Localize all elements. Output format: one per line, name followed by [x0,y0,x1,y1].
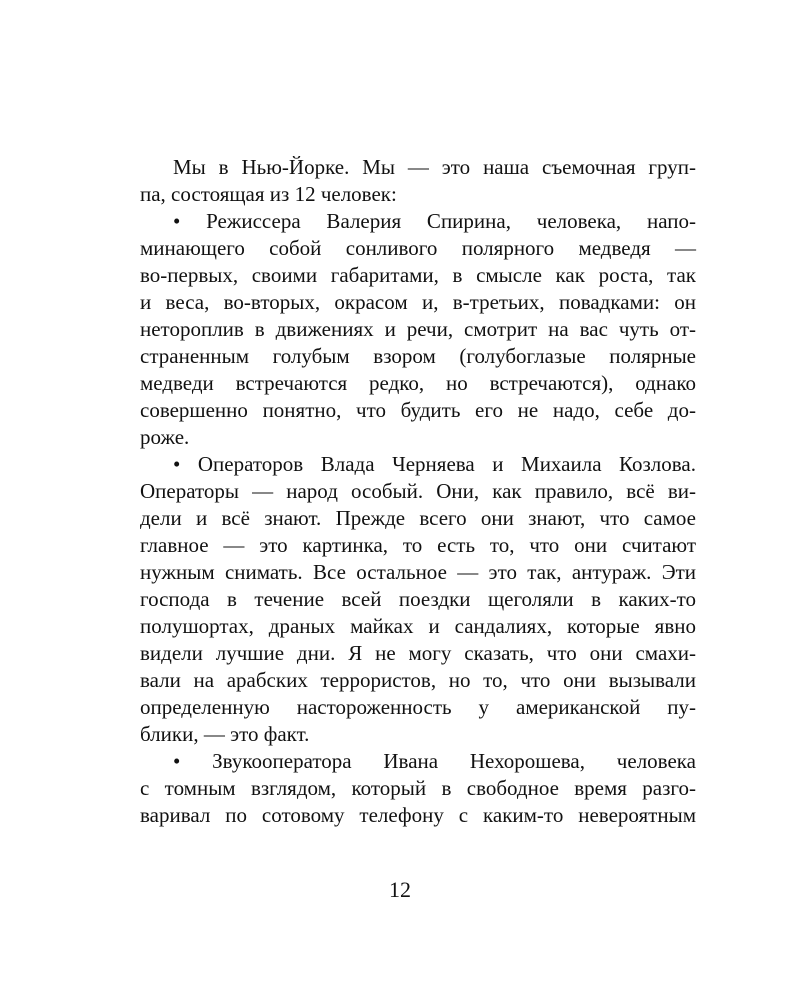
text-line: страненным голубым взором (голубоглазые полярные [140,344,696,368]
text-line: роже. [140,425,190,449]
text-line: определенную настороженность у американской пу- [140,695,696,719]
text-line: вали на арабских террористов, но то, что они вызывали [140,668,696,692]
text-line: господа в течение всей поездки щеголяли в каких-то [140,587,696,611]
text-line: нетороплив в движениях и речи, смотрит на вас чуть от- [140,317,696,341]
text-line: совершенно понятно, что будить его не надо, себе до- [140,398,696,422]
text-line: нужным снимать. Все остальное — это так, антураж. Эти [140,560,696,584]
text-line: видели лучшие дни. Я не могу сказать, что они смахи- [140,641,696,665]
text-line: варивал по сотовому телефону с каким-то невероятным [140,803,696,827]
text-line: полушортах, драных майках и сандалиях, которые явно [140,614,696,638]
text-line: • Звукооператора Ивана Нехорошева, человека [173,749,696,773]
text-line: главное — это картинка, то есть то, что они считают [140,533,696,557]
text-line: во-первых, своими габаритами, в смысле как роста, так [140,263,696,287]
text-line: блики, — это факт. [140,722,310,746]
text-line: па, состоящая из 12 человек: [140,182,397,206]
text-line: и веса, во-вторых, окрасом и, в-третьих, повадками: он [140,290,696,314]
text-line: • Операторов Влада Черняева и Михаила Козлова. [173,452,696,476]
text-line: медведи встречаются редко, но встречаются), однако [140,371,696,395]
text-line: • Режиссера Валерия Спирина, человека, напо- [173,209,696,233]
text-line: минающего собой сонливого полярного медведя — [140,236,696,260]
text-line: Мы в Нью-Йорке. Мы — это наша съемочная груп- [173,155,696,179]
page-number: 12 [389,877,411,902]
text-line: с томным взглядом, который в свободное время разго- [140,776,696,800]
page-body-text [140,154,696,829]
text-line: Операторы — народ особый. Они, как правило, всё ви- [140,479,696,503]
text-line: дели и всё знают. Прежде всего они знают, что самое [140,506,696,530]
